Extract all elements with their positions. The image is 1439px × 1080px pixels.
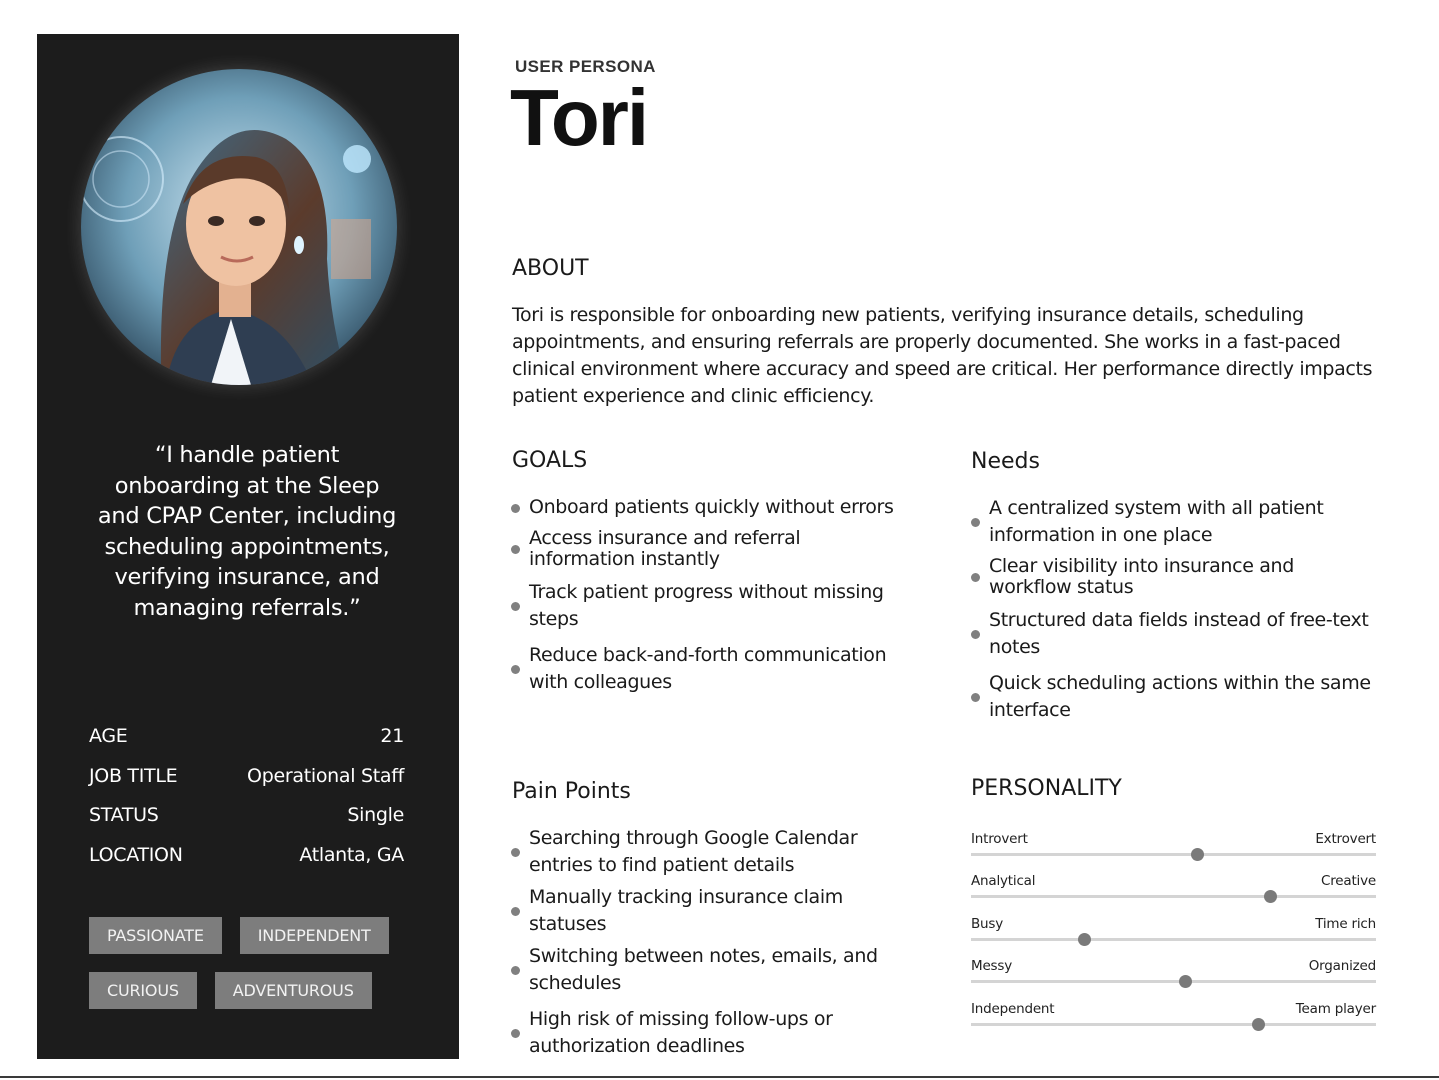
tag-badge: ADVENTUROUS — [215, 972, 372, 1009]
detail-value: Single — [347, 804, 404, 827]
list-item — [511, 825, 911, 879]
list-item — [971, 495, 1376, 549]
about-title: ABOUT — [512, 256, 589, 281]
bullet-icon — [511, 966, 520, 975]
list-item-text: Clear visibility into insurance and workflow status — [989, 555, 1294, 598]
tag-badge: INDEPENDENT — [240, 917, 389, 954]
detail-row-status — [89, 795, 404, 835]
list-item-text: Searching through Google Calendar entries to find patient details — [529, 827, 858, 876]
tag-row — [89, 917, 419, 954]
trait-knob — [1252, 1018, 1265, 1031]
trait-slider — [971, 1000, 1376, 1042]
list-item-text: Quick scheduling actions within the same interface — [989, 672, 1371, 721]
list-item-text: Structured data fields instead of free-text notes — [989, 609, 1369, 658]
bullet-icon — [511, 602, 520, 611]
persona-sidebar — [37, 34, 459, 1059]
about-text: Tori is responsible for onboarding new patients, verifying insurance details, scheduling appointments, and ensuring referrals are properly documented. She works in a fast-paced clinical environment where accuracy and speed are critical. Her performance directly impacts patient experience and clinic efficiency. — [512, 304, 1373, 407]
bullet-icon — [511, 545, 520, 554]
trait-track — [971, 980, 1376, 983]
persona-quote: “I handle patient onboarding at the Sleep and CPAP Center, including scheduling appointments, verifying insurance, and managing referrals.” — [97, 442, 397, 621]
trait-right-label: Team player — [1295, 1000, 1376, 1017]
list-item-text: A centralized system with all patient information in one place — [989, 497, 1324, 546]
detail-row-job-title — [89, 756, 404, 796]
tag-row — [89, 972, 419, 1009]
trait-right-label: Extrovert — [1315, 831, 1376, 847]
persona-eyebrow: USER PERSONA — [515, 57, 656, 76]
tag-badge: PASSIONATE — [89, 917, 222, 954]
personality-title: PERSONALITY — [971, 776, 1122, 801]
trait-track — [971, 853, 1376, 856]
trait-right-label: Organized — [1308, 958, 1376, 975]
trait-slider — [971, 872, 1376, 914]
trait-right-label: Creative — [1321, 873, 1376, 890]
list-item-text: Onboard patients quickly without errors — [529, 496, 894, 518]
list-item-text: Switching between notes, emails, and schedules — [529, 945, 878, 994]
persona-details — [89, 716, 404, 875]
trait-labels — [971, 872, 1376, 890]
trait-left-label: Analytical — [971, 873, 1036, 890]
persona-name: Tori — [510, 73, 648, 162]
detail-row-age — [89, 716, 404, 756]
trait-labels — [971, 915, 1376, 933]
needs-title: Needs — [971, 449, 1040, 474]
bullet-icon — [511, 665, 520, 674]
persona-portrait-icon — [81, 69, 397, 385]
list-item — [971, 554, 1376, 600]
trait-knob — [1264, 890, 1277, 903]
bullet-icon — [511, 907, 520, 916]
pain-points-title: Pain Points — [512, 779, 631, 804]
trait-track — [971, 938, 1376, 941]
detail-label: AGE — [89, 724, 128, 747]
list-item — [511, 642, 906, 696]
detail-label: JOB TITLE — [89, 764, 178, 787]
detail-value: 21 — [380, 724, 404, 747]
pain-points-list — [511, 825, 911, 1060]
bullet-icon — [971, 573, 980, 582]
trait-knob — [1179, 975, 1192, 988]
bullet-icon — [511, 848, 520, 857]
list-item — [511, 526, 906, 572]
list-item — [511, 884, 911, 938]
list-item — [511, 943, 911, 997]
goals-title: GOALS — [512, 448, 588, 473]
detail-row-location — [89, 835, 404, 875]
list-item-text: Access insurance and referral information instantly — [529, 527, 801, 570]
trait-slider — [971, 915, 1376, 957]
tag-badge: CURIOUS — [89, 972, 197, 1009]
trait-left-label: Busy — [971, 915, 1004, 932]
list-item-text: Manually tracking insurance claim statuses — [529, 886, 843, 935]
list-item-text: Track patient progress without missing steps — [529, 581, 884, 630]
list-item-text: High risk of missing follow-ups or authorization deadlines — [529, 1008, 833, 1057]
trait-left-label: Messy — [971, 958, 1013, 975]
trait-left-label: Introvert — [971, 831, 1028, 847]
bullet-icon — [511, 504, 520, 513]
detail-label: STATUS — [89, 804, 159, 827]
trait-left-label: Independent — [971, 1000, 1055, 1017]
bullet-icon — [971, 630, 980, 639]
detail-value: Operational Staff — [247, 764, 404, 787]
bottom-divider — [0, 1076, 1439, 1078]
list-item — [971, 670, 1376, 724]
needs-list — [971, 495, 1376, 724]
persona-tags — [89, 917, 419, 1027]
bullet-icon — [511, 1029, 520, 1038]
trait-labels — [971, 957, 1376, 975]
trait-track — [971, 1023, 1376, 1026]
goals-list — [511, 494, 906, 696]
trait-right-label: Time rich — [1315, 915, 1376, 932]
trait-slider — [971, 830, 1376, 872]
trait-labels — [971, 1000, 1376, 1018]
list-item — [971, 607, 1376, 661]
trait-knob — [1078, 933, 1091, 946]
list-item — [511, 579, 906, 633]
list-item — [511, 494, 906, 521]
personality-sliders — [971, 830, 1376, 1042]
trait-slider — [971, 957, 1376, 999]
detail-label: LOCATION — [89, 843, 183, 866]
detail-value: Atlanta, GA — [299, 843, 404, 866]
persona-avatar — [81, 69, 397, 385]
list-item — [511, 1006, 911, 1060]
trait-track — [971, 895, 1376, 898]
list-item-text: Reduce back-and-forth communication with colleagues — [529, 644, 887, 693]
bullet-icon — [971, 693, 980, 702]
bullet-icon — [971, 518, 980, 527]
trait-knob — [1191, 848, 1204, 861]
trait-labels — [971, 830, 1376, 848]
